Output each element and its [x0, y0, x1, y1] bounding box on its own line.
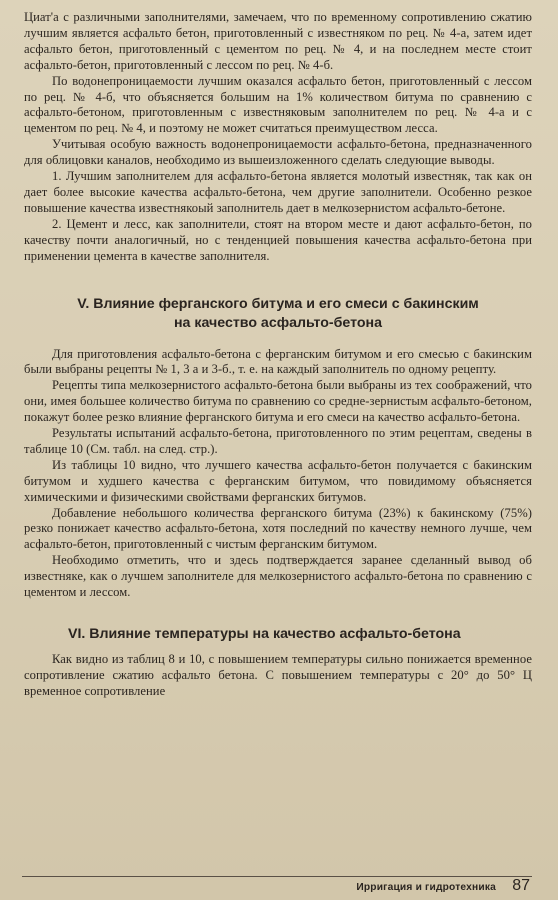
page-footer: [0, 876, 558, 900]
paragraph: Циат'а с различными заполнителями, замечаем, что по временному сопротивлению сжатию лучшим является асфальто бетон, приготовленный с известняком по рец. № 4-а, затем идет асфальто бетон, приготовленный с цементом по рец. № 4, и на последнем месте стоит асфальто-бетон, приготовленный с лессом по рец. № 4-б.: [24, 10, 532, 72]
page-number: 87: [512, 877, 530, 894]
paragraph: Учитывая особую важность водонепроницаемости асфальто-бетона, предназначенного для облицовки каналов, необходимо из вышеизложенного сделать следующие выводы.: [24, 137, 532, 168]
paragraph: Из таблицы 10 видно, что лучшего качества асфальто-бетон получается с бакинским битумом и худшего качества с ферганским битумом, что повидимому объясняется химическими и физическими свойствами ферганских битумов.: [24, 457, 532, 504]
section-5-title-line2: на качество асфальто-бетона: [173, 314, 383, 331]
journal-name: Ирригация и гидротехника: [356, 882, 496, 893]
section-5-title: [24, 295, 532, 333]
section-6-title: VI. Влияние температуры на качество асфальто-бетона: [68, 626, 461, 642]
conclusion-1: 1. Лучшим заполнителем для асфальто-бетона является молотый известняк, так как он дает более высокие качества асфальто-бетона, чем другие заполнители. Особенно резкое повышение качества известнякоый заполнитель дает в мелкозернистом асфальто-бетоне.: [24, 169, 532, 215]
conclusion-2: 2. Цемент и лесс, как заполнители, стоят на втором месте и дают асфальто-бетон, по качеству почти аналогичный, но с тенденцией повышения качества асфальто-бетона при применении цемента в качестве заполнителя.: [24, 216, 532, 263]
section-5-title-line1: V. Влияние ферганского битума и его смеси с бакинским: [77, 295, 479, 312]
intro-section: [24, 10, 532, 265]
section-5-body: [24, 347, 532, 602]
section-6-body: [24, 652, 532, 700]
paragraph: Результаты испытаний асфальто-бетона, приготовленного по этим рецептам, сведены в таблице 10 (См. табл. на след. стр.).: [24, 426, 532, 456]
paragraph: Как видно из таблиц 8 и 10, с повышением температуры сильно понижается временное сопротивление сжатию асфальто бетона. С повышением температуры с 20° до 50° Ц временное сопротивление: [24, 652, 532, 698]
paragraph: Для приготовления асфальто-бетона с ферганским битумом и его смесью с бакинским были выбраны рецепты № 1, 3 а и 3-б., т. е. на каждый заполнитель по одному рецепту.: [24, 346, 532, 377]
paragraph: Добавление небольшого количества ферганского битума (23%) к бакинскому (75%) резко понижает качество асфальто-бетона, хотя последний по качеству немного лучше, чем асфальто-бетон, приготовленный с чистым ферганским битумом.: [24, 505, 532, 552]
paragraph: Рецепты типа мелкозернистого асфальто-бетона были выбраны из тех соображений, что они, имея большее количество битума по сравнению со средне-зернистым асфальто-бетоном, покажут более резко влияние ферганского битума и его смеси на качество асфальто-бетона.: [24, 378, 532, 425]
paragraph: Необходимо отметить, что и здесь подтверждается заранее сделанный вывод об известняке, как о лучшем заполнителе для мелкозернистого асфальто-бетона по сравнению с цементом и лессом.: [24, 553, 532, 600]
footer-divider: [22, 876, 532, 877]
paragraph: По водонепроницаемости лучшим оказался асфальто бетон, приготовленный с лессом по рец. № 4-б, что объясняется большим на 1% количеством битума по сравнению с асфальто-бетоном, приготовленным с известняковым заполнителем по рец. № 4-а и с цементом по рец. № 4, и поэтому не может считаться преимуществом лесса.: [24, 73, 532, 136]
